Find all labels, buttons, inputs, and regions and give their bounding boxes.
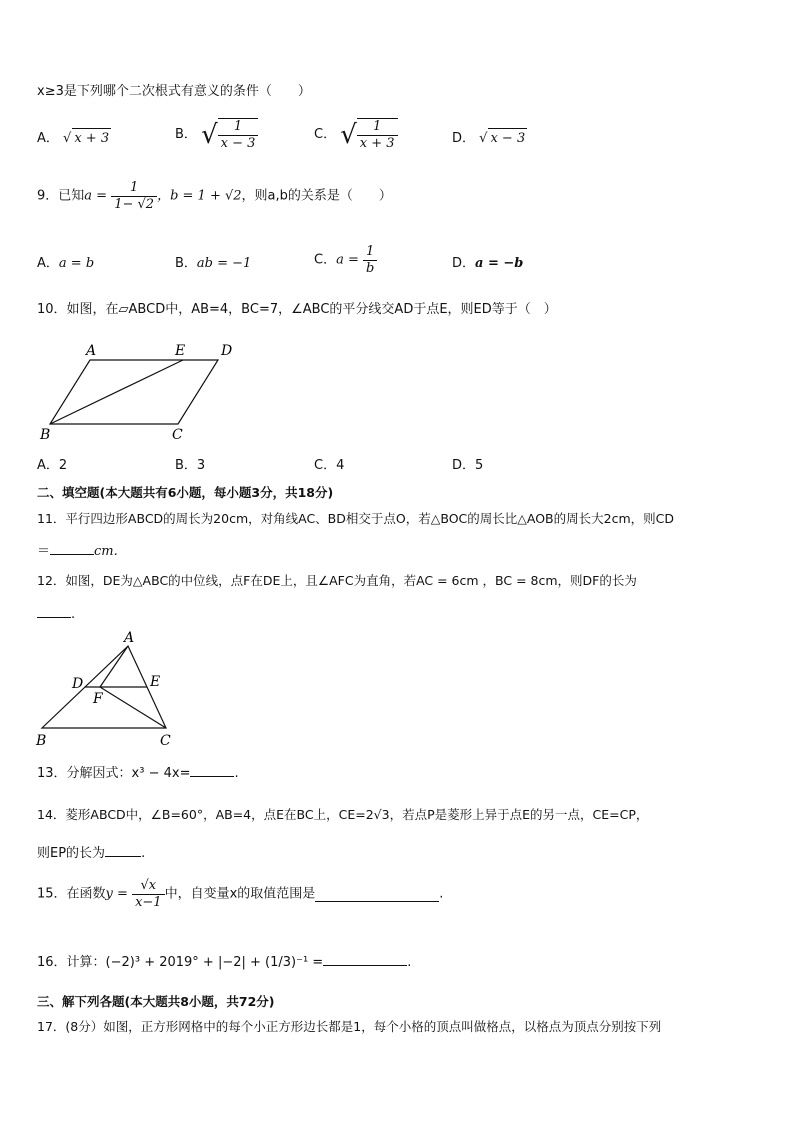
label-f: F xyxy=(93,691,103,707)
parallelogram-abcd xyxy=(50,360,218,424)
q11-line1: 11．平行四边形ABCD的周长为20cm，对角线AC、BD相交于点O，若△BOC的周长比△AOB的周长大2cm，则CD xyxy=(37,511,674,526)
q10-option-b[interactable]: B．3 xyxy=(175,458,206,473)
label-a: A xyxy=(124,630,135,646)
q10-option-d[interactable]: D．5 xyxy=(452,458,484,473)
fraction: $\frac{√x}{x-1}$ xyxy=(132,878,165,911)
q13: 13．分解因式：x³ − 4x= . xyxy=(37,762,239,784)
fraction: $\frac{1}{1- √2}$ xyxy=(111,180,157,213)
label-c: C xyxy=(172,427,183,442)
q9-option-b[interactable]: B．ab = −1 xyxy=(175,256,252,271)
label-b: B xyxy=(36,733,47,748)
answer-blank[interactable] xyxy=(105,842,141,857)
section-heading-fill-blank: 二、填空题(本大题共有6小题，每小题3分，共18分) xyxy=(37,485,334,500)
parallelogram-figure xyxy=(38,340,258,442)
q9-option-d[interactable]: D．a = −b xyxy=(452,256,524,271)
q10-option-c[interactable]: C．4 xyxy=(314,458,345,473)
q8-option-a[interactable]: A． √ x + 3 xyxy=(37,128,111,149)
q10-option-a[interactable]: A．2 xyxy=(37,458,68,473)
q12-line1: 12．如图，DE为△ABC的中位线，点F在DE上，且∠AFC为直角，若AC = 6cm ，BC = 8cm，则DF的长为 xyxy=(37,573,637,588)
label-d: D xyxy=(72,676,84,692)
fraction: $\frac{1}{x + 3}$ xyxy=(357,118,398,152)
q14-line2: 则EP的长为 . xyxy=(37,842,145,864)
fraction: $\frac{1}{x - 3}$ xyxy=(218,118,259,152)
fraction: $\frac{1}{b}$ xyxy=(363,244,377,277)
label-b: B xyxy=(40,427,51,442)
answer-blank[interactable] xyxy=(323,951,407,966)
label-c: C xyxy=(160,733,171,748)
segment-af xyxy=(100,646,128,687)
q11-line2: ＝ cm. xyxy=(37,540,118,562)
q9-option-c[interactable]: C．a = $\frac{1}{b}$ xyxy=(314,244,377,277)
q8-option-d[interactable]: D． √ x − 3 xyxy=(452,128,527,149)
q17: 17．(8分）如图，正方形网格中的每个小正方形边长都是1，每个小格的顶点叫做格点，以格点为顶点分别按下列 xyxy=(37,1019,662,1034)
answer-blank[interactable] xyxy=(50,540,94,555)
section-heading-solve: 三、解下列各题(本大题共8小题，共72分) xyxy=(37,994,275,1009)
q9-stem: 9．已知a = $\frac{1}{1- √2}$ ，b = 1 + √2，则a,b的关系是（ ） xyxy=(37,180,392,212)
q14-line1: 14．菱形ABCD中，∠B=60°，AB=4，点E在BC上，CE=2√3，若点P是菱形上异于点E的另一点，CE=CP， xyxy=(37,807,649,822)
q9-option-a[interactable]: A．a = b xyxy=(37,256,95,271)
q8-option-b[interactable]: B． √ $\frac{1}{x - 3}$ xyxy=(175,118,258,152)
q8-stem: x≥3是下列哪个二次根式有意义的条件（ ） xyxy=(37,84,311,99)
label-d: D xyxy=(221,343,233,359)
q10-stem: 10．如图，在▱ABCD中，AB=4，BC=7，∠ABC的平分线交AD于点E，则ED等于（ ） xyxy=(37,302,557,317)
q8-option-c[interactable]: C． √ $\frac{1}{x + 3}$ xyxy=(314,118,398,152)
label-e: E xyxy=(150,674,161,690)
q16: 16．计算：(−2)³ + 2019° + |−2| + (1/3)⁻¹ = . xyxy=(37,951,411,973)
answer-blank[interactable] xyxy=(37,603,71,618)
answer-blank[interactable] xyxy=(190,762,234,777)
triangle-figure xyxy=(30,628,190,748)
answer-blank[interactable] xyxy=(315,887,439,902)
q12-line2: . xyxy=(37,603,75,625)
q15: 15．在函数y = $\frac{√x}{x-1}$ 中，自变量x的取值范围是 . xyxy=(37,878,444,910)
label-e: E xyxy=(175,343,186,359)
radicand: x + 3 xyxy=(72,128,111,149)
label-a: A xyxy=(86,343,97,359)
option-label: A． xyxy=(37,131,59,146)
